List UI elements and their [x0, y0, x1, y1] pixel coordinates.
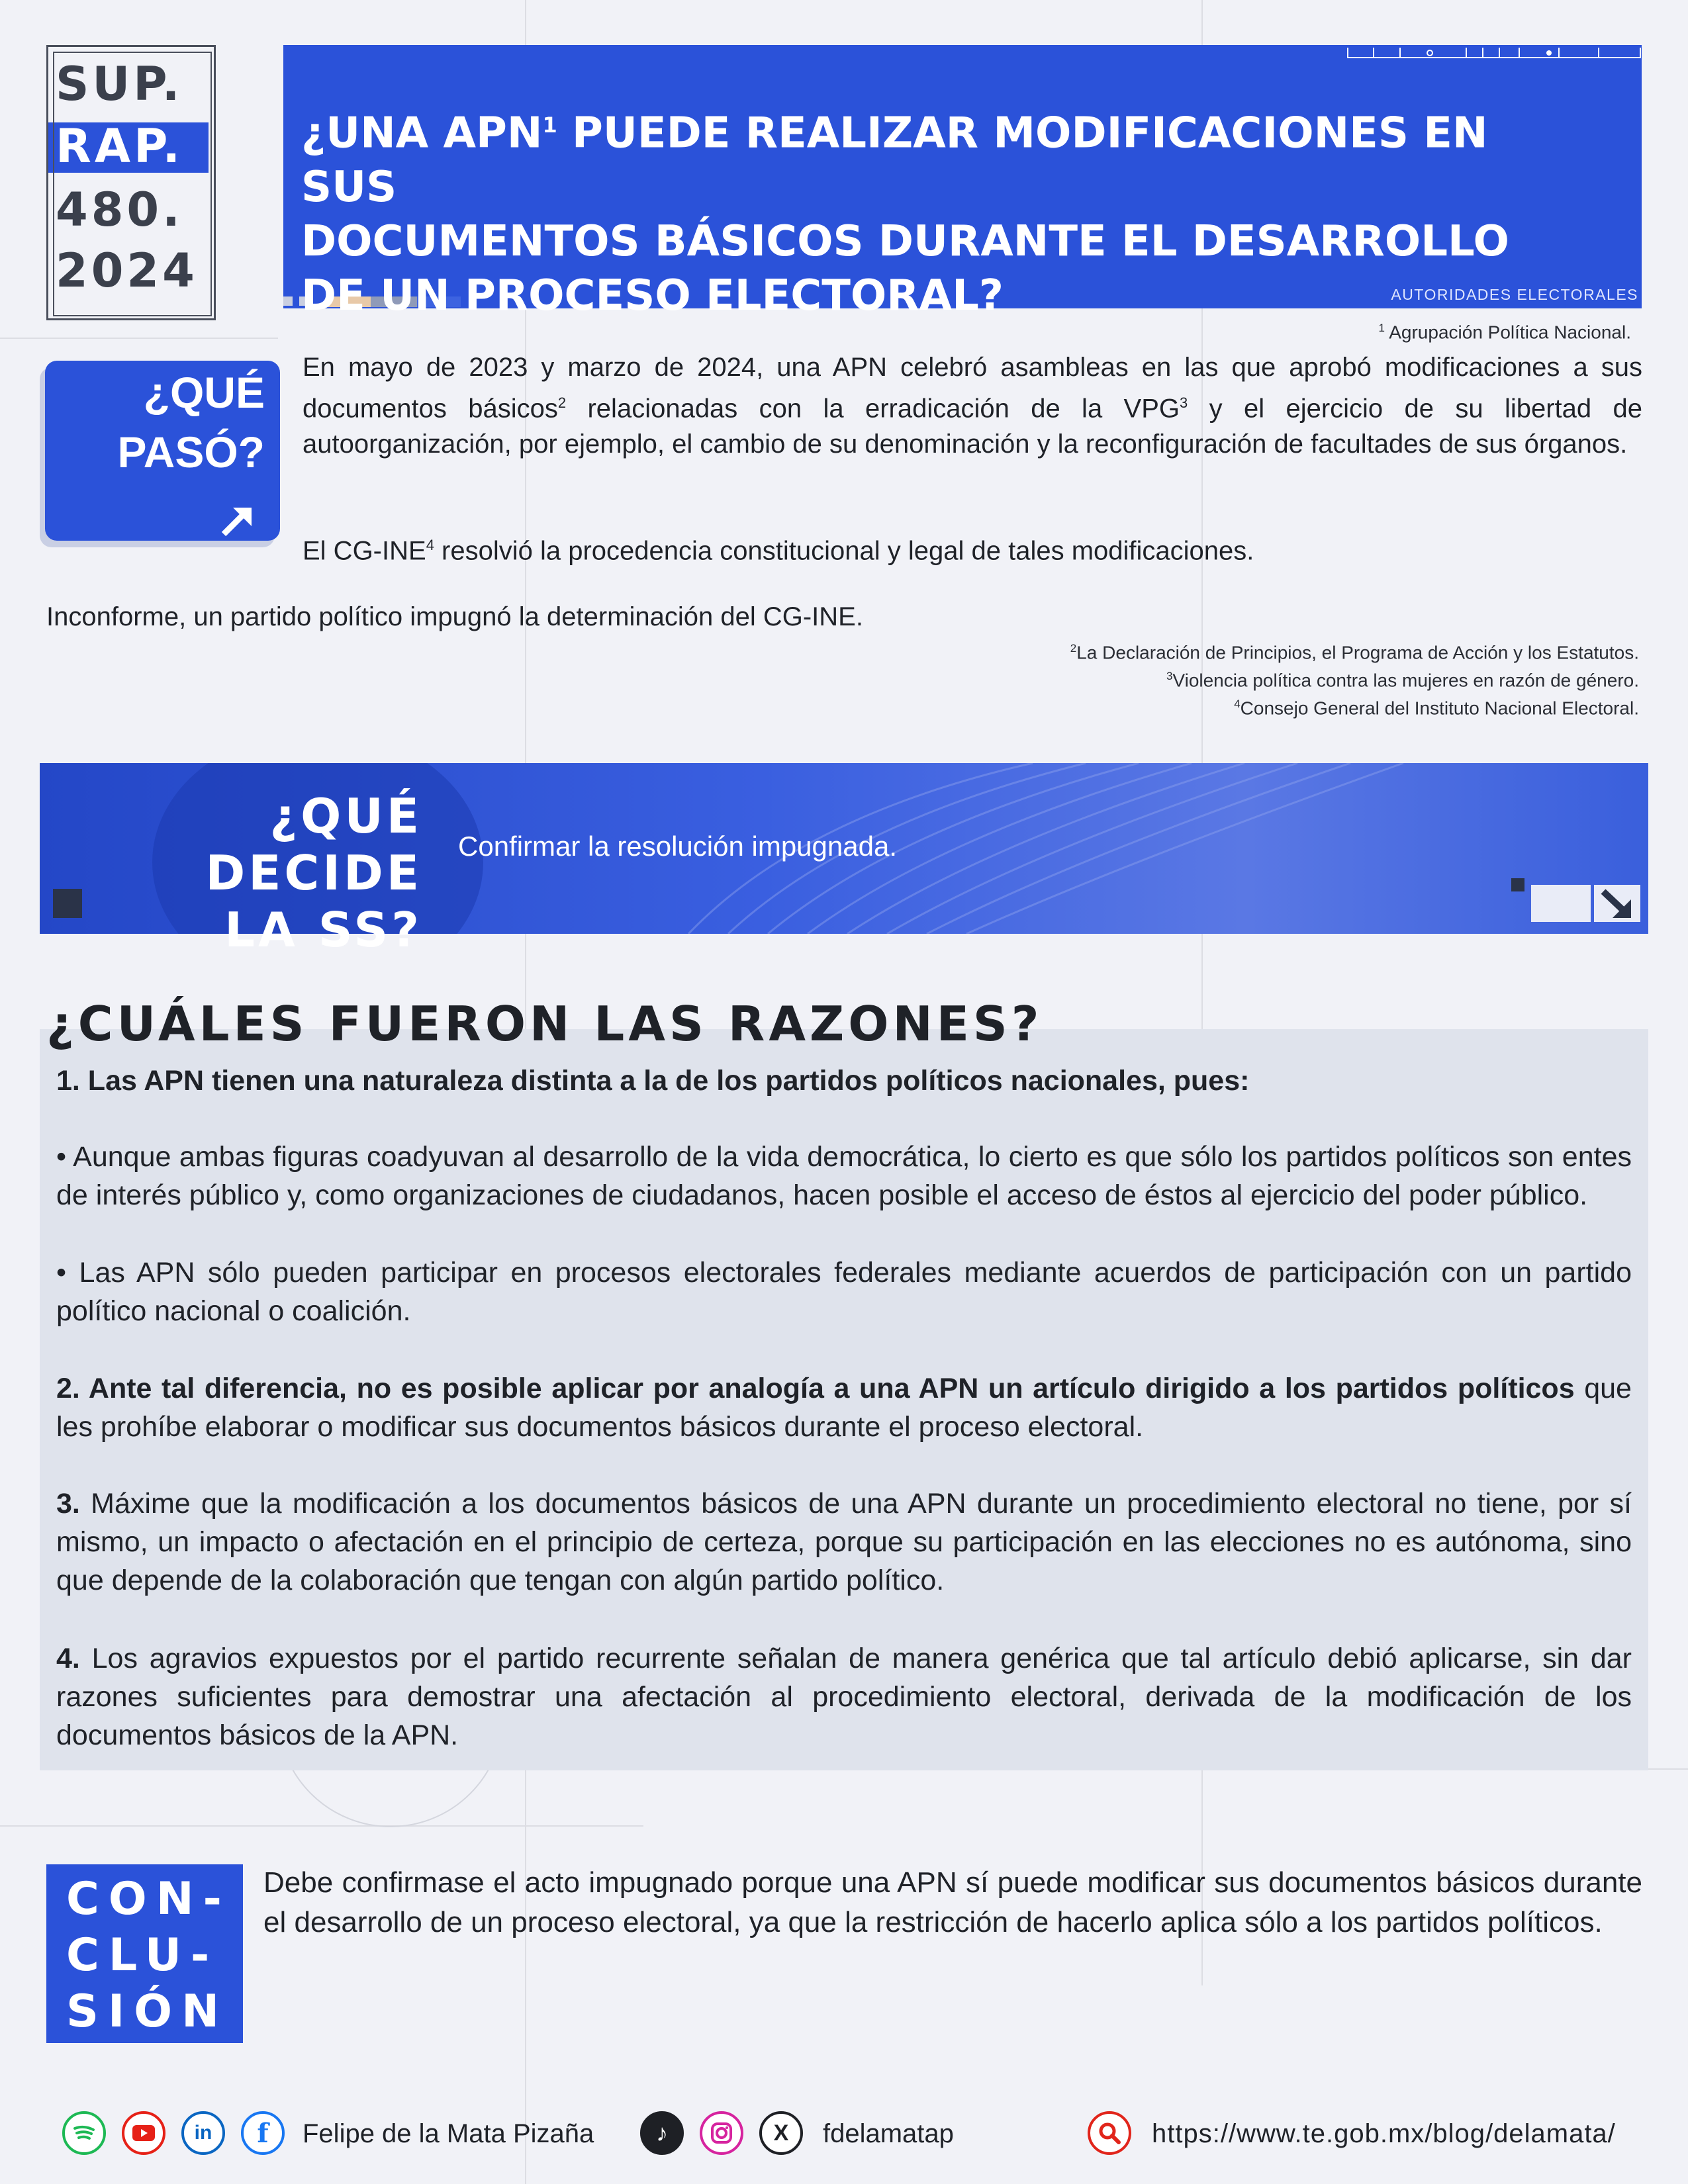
- conclusion-label: CLU-: [66, 1929, 219, 1981]
- footnote-3: $^3$Violencia política contra las mujeres en razón de género.: [1166, 670, 1639, 691]
- reason-1-heading: 1. Las APN tienen una naturaleza distinta a la de los partidos políticos nacionales, pues:: [56, 1065, 1250, 1097]
- razones-title: ¿CUÁLES FUERON LAS RAZONES?: [46, 996, 1043, 1052]
- footnote-1: $^1$ Agrupación Política Nacional.: [1378, 322, 1631, 343]
- footnote-2: $^2$La Declaración de Principios, el Programa de Acción y los Estatutos.: [1070, 642, 1639, 663]
- arrow-down-right-icon: [1594, 885, 1640, 922]
- decide-title: ¿QUÉ DECIDE LA SS?: [205, 788, 422, 958]
- conclusion-label: SIÓN: [66, 1985, 228, 2038]
- reason-1-bullet-1: • Aunque ambas figuras coadyuvan al desarrollo de la vida democrática, lo cierto es que sólo los partidos políticos son entes de interés público y, como organizaciones de ciudadanos, hacen posible el acceso de éstos al ejercicio del poder público.: [56, 1141, 1632, 1211]
- case-line: SUP.: [56, 57, 183, 111]
- decor-block: [1531, 885, 1591, 922]
- conclusion-text: Debe confirmase el acto impugnado porque una APN sí puede modificar sus documentos básicos durante el desarrollo de un proceso electoral, ya que la restricción de hacerlo aplica sólo a los partidos políticos.: [263, 1866, 1642, 1938]
- decor-square: [1511, 878, 1524, 891]
- facebook-icon[interactable]: f: [241, 2111, 285, 2155]
- que-paso-title: ¿QUÉ PASÓ?: [117, 368, 265, 477]
- reason-2: 2. Ante tal diferencia, no es posible aplicar por analogía a una APN un artículo dirigido a los partidos políticos que les prohíbe elaborar o modificar sus documentos básicos durante el proceso electoral.: [56, 1373, 1632, 1443]
- reason-1-bullet-2: • Las APN sólo pueden participar en procesos electorales federales mediante acuerdos de participación con un partido político nacional o coalición.: [56, 1257, 1632, 1327]
- spotify-icon[interactable]: [62, 2111, 106, 2155]
- linkedin-icon[interactable]: in: [181, 2111, 225, 2155]
- footnote-4: $^4$Consejo General del Instituto Nacional Electoral.: [1234, 698, 1639, 719]
- conclusion-label: CON-: [66, 1873, 231, 1925]
- que-paso-paragraph-3: Inconforme, un partido político impugnó la determinación del CG-INE.: [46, 602, 863, 631]
- case-line: 480.: [56, 183, 183, 237]
- ruler-icon: [1347, 46, 1638, 60]
- social-handle: fdelamatap: [823, 2119, 954, 2148]
- reason-3: 3. Máxime que la modificación a los documentos básicos de una APN durante un procedimiento electoral no tiene, por sí mismo, un impacto o afectación en el principio de certeza, porque su participación en las elecciones no es autónoma, sino que depende de la colaboración que tengan con algún partido político.: [56, 1488, 1632, 1596]
- case-line: 2024: [56, 244, 198, 298]
- accent-square: [283, 296, 293, 306]
- que-paso-paragraph-1: En mayo de 2023 y marzo de 2024, una APN celebró asambleas en las que aprobó modificaciones a sus documentos básicos$^2$ relacionadas con la erradicación de la VPG$^3$ y el ejercicio de su libertad de autoorganización, por ejemplo, el cambio de su denominación y la reconfiguración de facultades de sus órganos.: [303, 353, 1642, 459]
- youtube-icon[interactable]: [122, 2111, 165, 2155]
- page-title: ¿UNA APN$^1$ PUEDE REALIZAR MODIFICACIONES EN SUS DOCUMENTOS BÁSICOS DURANTE EL DESARROLLO DE UN PROCESO ELECTORAL?: [301, 109, 1509, 321]
- category-tag: AUTORIDADES ELECTORALES: [1391, 286, 1638, 303]
- case-line: RAP.: [56, 119, 184, 173]
- search-icon[interactable]: [1088, 2111, 1131, 2155]
- x-icon[interactable]: X: [759, 2111, 803, 2155]
- que-paso-paragraph-2: El CG-INE$^4$ resolvió la procedencia constitucional y legal de tales modificaciones.: [303, 536, 1254, 566]
- decide-text: Confirmar la resolución impugnada.: [458, 831, 897, 862]
- arrow-up-right-icon: [218, 500, 258, 539]
- grid-line: [0, 338, 278, 339]
- website-link[interactable]: https://www.te.gob.mx/blog/delamata/: [1152, 2119, 1616, 2148]
- author-name: Felipe de la Mata Pizaña: [303, 2119, 594, 2148]
- tiktok-icon[interactable]: ♪: [640, 2111, 684, 2155]
- instagram-icon[interactable]: [700, 2111, 743, 2155]
- reason-4: 4. Los agravios expuestos por el partido recurrente señalan de manera genérica que tal artículo debió aplicarse, sin dar razones suficientes para demostrar una afectación al procedimiento electoral, derivada de la modificación de los documentos básicos de la APN.: [56, 1643, 1632, 1751]
